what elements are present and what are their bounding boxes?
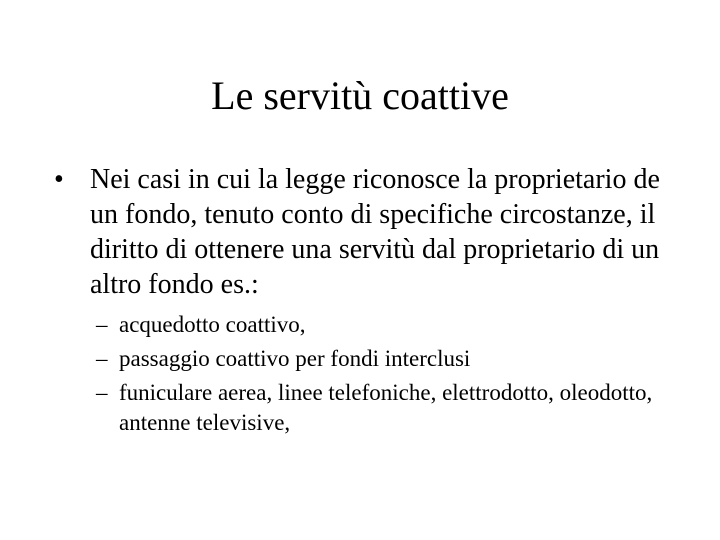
sub-item-acquedotto — [54, 310, 674, 340]
sub-list — [54, 310, 674, 438]
sub-text: passaggio coattivo per fondi interclusi — [119, 346, 471, 371]
slide-title: Le servitù coattive — [211, 73, 509, 118]
sub-marker: – — [96, 312, 108, 337]
sub-marker: – — [96, 346, 108, 371]
sub-text: acquedotto coattivo, — [119, 312, 306, 337]
sub-marker: – — [96, 380, 108, 405]
sub-text: funiculare aerea, linee telefoniche, elettrodotto, oleodotto, antenne televisive, — [119, 380, 653, 435]
bullet-marker: • — [54, 164, 64, 195]
bullet-item — [54, 162, 674, 302]
sub-item-funiculare — [54, 378, 674, 438]
bullet-text: Nei casi in cui la legge riconosce la proprietario de un fondo, tenuto conto di specifiche circostanze, il diritto di ottenere una servitù dal proprietario di un altro fondo es.: — [90, 164, 660, 300]
slide-body — [54, 162, 674, 442]
sub-item-passaggio — [54, 344, 674, 374]
